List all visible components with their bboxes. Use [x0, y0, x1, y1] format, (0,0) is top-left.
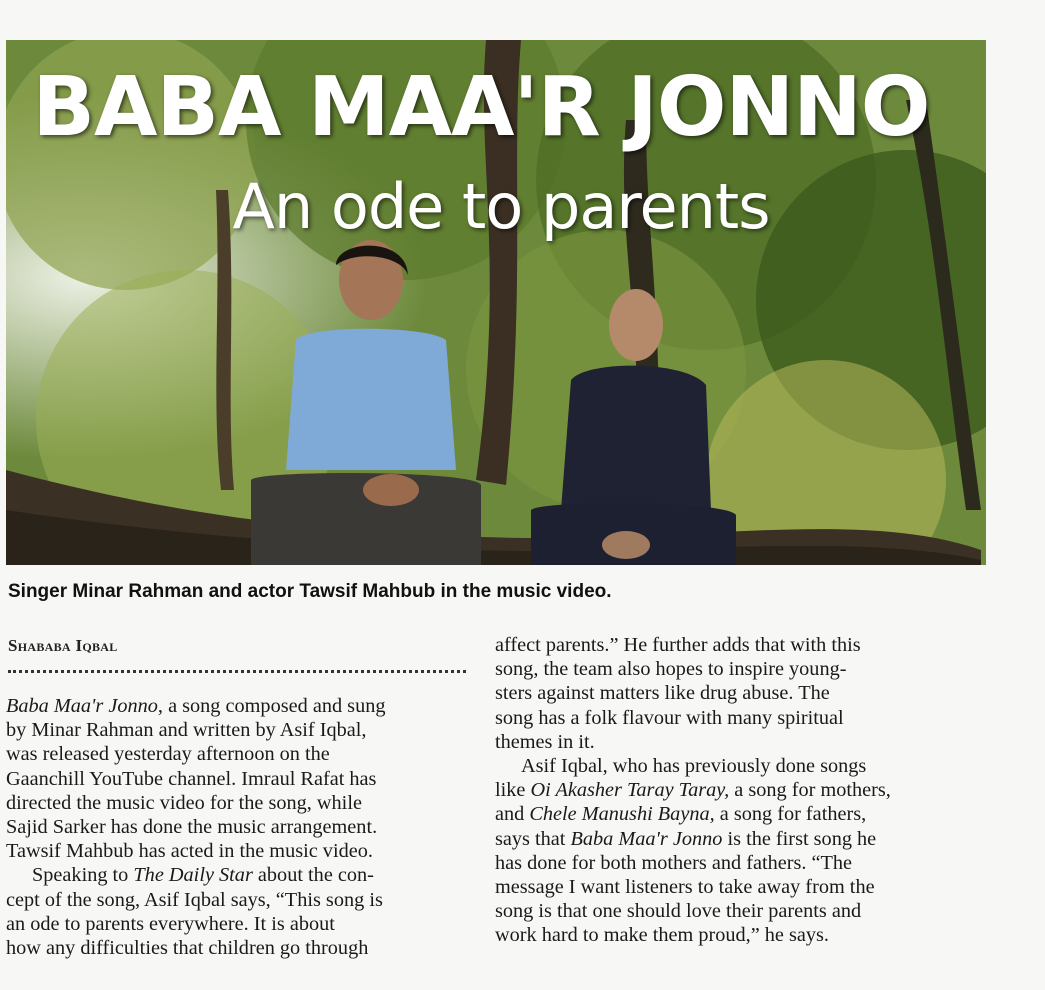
text-line: by Minar Rahman and written by Asif Iqbal,	[6, 719, 367, 742]
text-span: a song for mothers,	[729, 779, 891, 802]
publication-name: The Daily Star	[133, 864, 253, 887]
text-line	[6, 694, 476, 718]
photo-subhead: An ode to parents	[232, 170, 770, 243]
text-span: Speaking to	[32, 864, 134, 887]
text-line: an ode to parents everywhere. It is about	[6, 912, 335, 935]
song-title: Chele Manushi Bayna,	[529, 803, 715, 826]
song-title: Oi Akasher Taray Taray,	[530, 779, 730, 802]
text-line	[495, 802, 985, 826]
text-line	[495, 827, 985, 851]
author-byline: Shababa Iqbal	[8, 636, 118, 655]
photo-caption: Singer Minar Rahman and actor Tawsif Mahbub in the music video.	[8, 581, 612, 602]
text-line: Tawsif Mahbub has acted in the music video.	[6, 840, 373, 863]
paragraph-4	[495, 754, 985, 948]
text-line	[6, 863, 476, 887]
article-column-right	[495, 633, 985, 948]
text-line: Gaanchill YouTube channel. Imraul Rafat has	[6, 767, 377, 790]
text-span: about the con-	[252, 864, 374, 887]
text-line: sters against matters like drug abuse. The	[495, 682, 830, 705]
text-line: affect parents.” He further adds that with this	[495, 634, 861, 656]
text-span: a song for fathers,	[714, 803, 867, 826]
text-span: , a song composed and sung	[157, 695, 386, 717]
photo-headline: BABA MAA'R JONNO	[32, 60, 930, 155]
article-photo	[6, 40, 986, 565]
paragraph-2	[6, 863, 476, 960]
text-line: Sajid Sarker has done the music arrangement.	[6, 816, 378, 839]
text-span: says that	[495, 827, 571, 850]
text-span: and	[495, 803, 530, 826]
text-line: song is that one should love their parents and	[495, 900, 862, 923]
text-line: work hard to make them proud,” he says.	[495, 924, 829, 947]
text-span: like	[495, 779, 531, 802]
text-line: themes in it.	[495, 730, 595, 753]
text-line	[495, 778, 985, 802]
text-line: how any difficulties that children go through	[6, 937, 369, 960]
text-line: was released yesterday afternoon on the	[6, 743, 330, 766]
article-column-left	[6, 694, 476, 960]
paragraph-1	[6, 694, 476, 863]
paragraph-3	[495, 633, 985, 754]
song-title: Baba Maa'r Jonno	[6, 695, 158, 717]
text-line: cept of the song, Asif Iqbal says, “This song is	[6, 888, 383, 911]
text-line: song, the team also hopes to inspire young-	[495, 658, 847, 681]
byline-divider	[8, 670, 466, 673]
text-line: song has a folk flavour with many spiritual	[495, 706, 844, 729]
text-line: directed the music video for the song, while	[6, 791, 362, 814]
text-span: is the first song he	[722, 827, 877, 850]
song-title: Baba Maa'r Jonno	[570, 827, 723, 850]
text-line: message I want listeners to take away from the	[495, 876, 875, 899]
text-line: has done for both mothers and fathers. “The	[495, 851, 853, 874]
text-line: Asif Iqbal, who has previously done songs	[521, 755, 867, 778]
